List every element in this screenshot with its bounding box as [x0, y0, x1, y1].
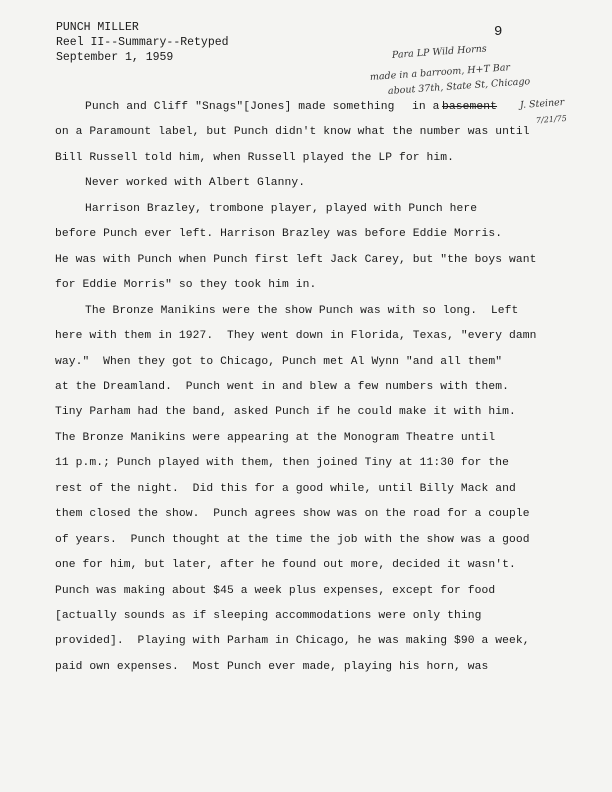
- body-line: Never worked with Albert Glanny.: [85, 177, 306, 190]
- body-line: 11 p.m.; Punch played with them, then joined Tiny at 11:30 for the: [55, 457, 510, 470]
- handwritten-note-line1: Para LP Wild Horns: [391, 43, 488, 61]
- body-line: He was with Punch when Punch first left Jack Carey, but "the boys want: [55, 253, 537, 266]
- struck-word: basement: [442, 101, 498, 113]
- header-name: PUNCH MILLER: [56, 21, 139, 34]
- body-line: one for him, but later, after he found out more, decided it wasn't.: [55, 559, 516, 572]
- body-line: Tiny Parham had the band, asked Punch if he could make it with him.: [55, 406, 516, 419]
- body-line: before Punch ever left. Harrison Brazley was before Eddie Morris.: [55, 228, 503, 241]
- header-date: September 1, 1959: [56, 51, 174, 64]
- body-line: them closed the show. Punch agrees show was on the road for a couple: [55, 508, 530, 521]
- body-line: rest of the night. Did this for a good while, until Billy Mack and: [55, 482, 516, 495]
- body-line: The Bronze Manikins were the show Punch was with so long. Left: [85, 304, 519, 317]
- body-line: provided]. Playing with Parham in Chicago, he was making $90 a week,: [55, 635, 530, 648]
- body-line: here with them in 1927. They went down in Florida, Texas, "every damn: [55, 330, 537, 343]
- handwritten-note-line3: about 37th, State St, Chicago: [387, 76, 531, 97]
- handwritten-date: 7/21/75: [535, 113, 568, 125]
- body-line: at the Dreamland. Punch went in and blew a few numbers with them.: [55, 380, 510, 393]
- header-reel: Reel II--Summary--Retyped: [56, 36, 229, 49]
- page-number: 9: [494, 24, 503, 40]
- inserted-text: in a: [412, 101, 440, 113]
- document-header: [56, 20, 229, 65]
- body-line: of years. Punch thought at the time the job with the show was a good: [55, 533, 530, 546]
- handwritten-note-line2: made in a barroom, H+T Bar: [369, 62, 511, 83]
- body-line: Punch and Cliff "Snags"[Jones] made something: [85, 101, 395, 113]
- body-line: for Eddie Morris" so they took him in.: [55, 279, 317, 292]
- body-line: way." When they got to Chicago, Punch met Al Wynn "and all them": [55, 355, 503, 368]
- body-line: Harrison Brazley, trombone player, played with Punch here: [85, 202, 478, 215]
- handwritten-signature: J. Steiner: [519, 96, 565, 111]
- body-line: paid own expenses. Most Punch ever made, playing his horn, was: [55, 660, 489, 673]
- body-line: [actually sounds as if sleeping accommodations were only thing: [55, 610, 482, 622]
- body-line: on a Paramount label, but Punch didn't know what the number was until: [55, 126, 530, 139]
- body-line: The Bronze Manikins were appearing at the Monogram Theatre until: [55, 431, 496, 444]
- body-line: Punch was making about $45 a week plus expenses, except for food: [55, 584, 496, 597]
- body-line: Bill Russell told him, when Russell played the LP for him.: [55, 151, 454, 164]
